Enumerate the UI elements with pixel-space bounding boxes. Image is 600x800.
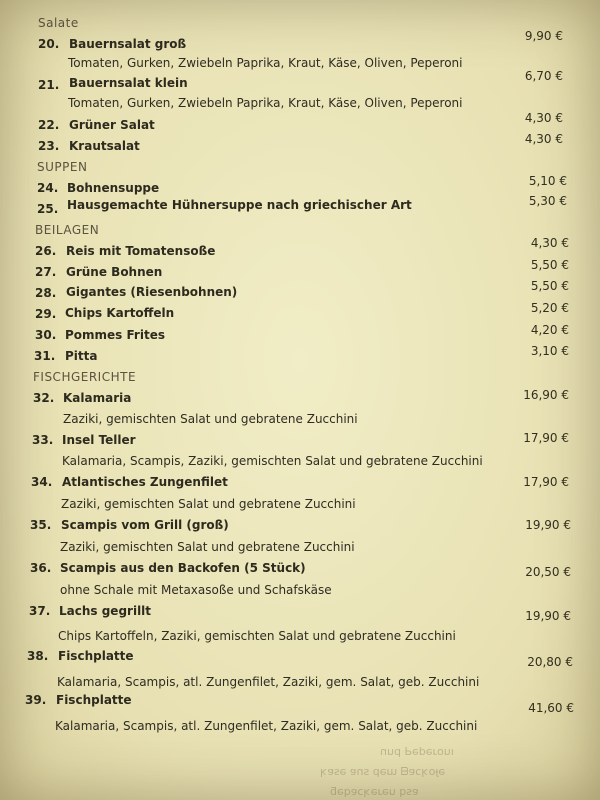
item-price: 41,60 € bbox=[528, 701, 574, 715]
item-name: Scampis aus den Backofen (5 Stück) bbox=[60, 561, 306, 575]
item-number: 32. bbox=[33, 391, 55, 405]
item-name: Chips Kartoffeln bbox=[65, 306, 175, 320]
item-number: 30. bbox=[35, 328, 57, 342]
item-price: 4,30 € bbox=[524, 111, 563, 125]
item-number: 31. bbox=[34, 349, 56, 363]
item-price: 17,90 € bbox=[523, 431, 569, 445]
item-price: 4,20 € bbox=[530, 323, 569, 337]
item-price: 5,30 € bbox=[528, 194, 567, 208]
bleed-through-text: əɟoʞɔɐᗺ ɯəp snɐ əsɐʞ bbox=[320, 765, 446, 778]
item-price: 3,10 € bbox=[530, 344, 569, 358]
item-price: 5,10 € bbox=[528, 174, 567, 188]
section-heading-fischgerichte: FISCHGERICHTE bbox=[33, 370, 137, 384]
item-price: 20,80 € bbox=[527, 655, 573, 669]
item-description: Tomaten, Gurken, Zwiebeln Paprika, Kraut, Käse, Oliven, Peperoni bbox=[68, 56, 463, 70]
item-name: Gigantes (Riesenbohnen) bbox=[66, 285, 238, 299]
item-name: Grüne Bohnen bbox=[66, 265, 163, 279]
item-description: Kalamaria, Scampis, atl. Zungenfilet, Zaziki, gem. Salat, geb. Zucchini bbox=[57, 675, 480, 689]
item-name: Pommes Frites bbox=[65, 328, 165, 342]
item-price: 4,30 € bbox=[530, 236, 569, 250]
item-name: Bauernsalat klein bbox=[69, 76, 188, 90]
item-number: 25. bbox=[37, 202, 59, 216]
bleed-through-text: ɐsq uəɹəʞɔɐqəƃ bbox=[330, 785, 419, 798]
item-name: Kalamaria bbox=[63, 391, 132, 405]
item-description: Zaziki, gemischten Salat und gebratene Zucchini bbox=[61, 497, 356, 511]
item-description: Chips Kartoffeln, Zaziki, gemischten Salat und gebratene Zucchini bbox=[58, 629, 456, 643]
item-name: Bohnensuppe bbox=[67, 181, 160, 195]
item-price: 19,90 € bbox=[525, 609, 571, 623]
item-number: 22. bbox=[38, 118, 60, 132]
item-number: 24. bbox=[37, 181, 59, 195]
item-description: Kalamaria, Scampis, Zaziki, gemischten Salat und gebratene Zucchini bbox=[62, 454, 483, 468]
item-number: 21. bbox=[38, 78, 60, 92]
item-name: Lachs gegrillt bbox=[59, 604, 152, 618]
section-heading-suppen: SUPPEN bbox=[37, 160, 88, 174]
section-heading-salate: Salate bbox=[38, 16, 79, 30]
item-name: Bauernsalat groß bbox=[69, 37, 187, 51]
item-number: 33. bbox=[32, 433, 54, 447]
item-number: 36. bbox=[30, 561, 52, 575]
item-name: Scampis vom Grill (groß) bbox=[61, 518, 229, 532]
item-price: 20,50 € bbox=[525, 565, 571, 579]
item-name: Atlantisches Zungenfilet bbox=[62, 475, 228, 489]
item-price: 6,70 € bbox=[524, 69, 563, 83]
item-name: Hausgemachte Hühnersuppe nach griechischer Art bbox=[67, 198, 412, 212]
item-price: 5,20 € bbox=[530, 301, 569, 315]
item-price: 5,50 € bbox=[530, 279, 569, 293]
item-description: Zaziki, gemischten Salat und gebratene Zucchini bbox=[63, 412, 358, 426]
item-description: Kalamaria, Scampis, atl. Zungenfilet, Zaziki, gem. Salat, geb. Zucchini bbox=[55, 719, 478, 733]
item-name: Pitta bbox=[65, 349, 98, 363]
item-number: 37. bbox=[29, 604, 51, 618]
item-name: Grüner Salat bbox=[69, 118, 155, 132]
item-name: Insel Teller bbox=[62, 433, 136, 447]
item-number: 27. bbox=[35, 265, 57, 279]
item-number: 38. bbox=[27, 649, 49, 663]
item-name: Krautsalat bbox=[69, 139, 140, 153]
item-name: Reis mit Tomatensoße bbox=[66, 244, 216, 258]
item-description: Tomaten, Gurken, Zwiebeln Paprika, Kraut, Käse, Oliven, Peperoni bbox=[68, 96, 463, 110]
item-description: ohne Schale mit Metaxasoße und Schafskäse bbox=[60, 583, 332, 597]
item-number: 29. bbox=[35, 307, 57, 321]
item-price: 19,90 € bbox=[525, 518, 571, 532]
bleed-through-text: ıuoɹədəԀ pun bbox=[380, 745, 454, 758]
item-number: 28. bbox=[35, 286, 57, 300]
item-number: 23. bbox=[38, 139, 60, 153]
item-name: Fischplatte bbox=[58, 649, 134, 663]
item-number: 26. bbox=[35, 244, 57, 258]
item-name: Fischplatte bbox=[56, 693, 132, 707]
item-price: 17,90 € bbox=[523, 475, 569, 489]
item-price: 4,30 € bbox=[524, 132, 563, 146]
item-number: 39. bbox=[25, 693, 47, 707]
item-number: 35. bbox=[30, 518, 52, 532]
item-price: 5,50 € bbox=[530, 258, 569, 272]
section-heading-beilagen: BEILAGEN bbox=[35, 223, 100, 237]
item-price: 9,90 € bbox=[524, 29, 563, 43]
item-price: 16,90 € bbox=[523, 388, 569, 402]
item-number: 34. bbox=[31, 475, 53, 489]
item-number: 20. bbox=[38, 37, 60, 51]
item-description: Zaziki, gemischten Salat und gebratene Zucchini bbox=[60, 540, 355, 554]
